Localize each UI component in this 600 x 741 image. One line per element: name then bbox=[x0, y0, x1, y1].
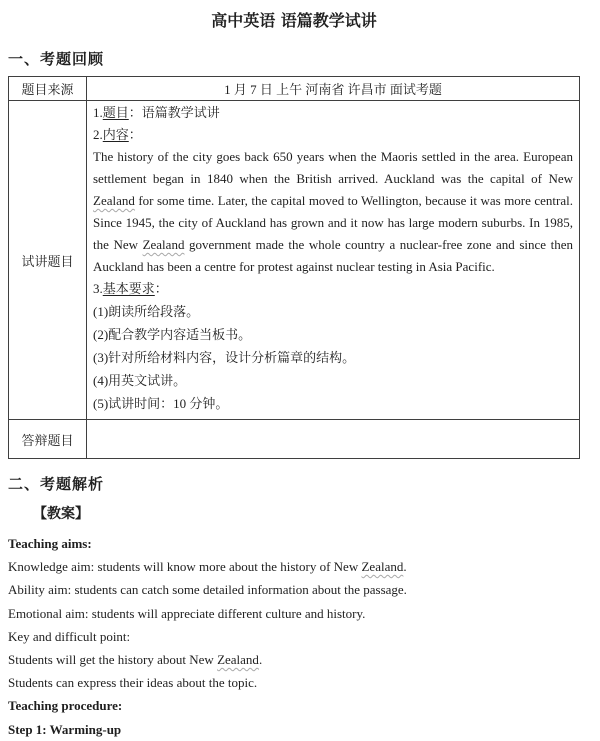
table-row-source bbox=[9, 77, 580, 101]
source-label: 题目来源 bbox=[9, 77, 87, 101]
item-keyword: 内容 bbox=[102, 127, 129, 142]
key-point-line: Key and difficult point: bbox=[8, 628, 131, 644]
requirement-item: (5)试讲时间：10 分钟。 bbox=[93, 396, 229, 411]
step1-heading: Step 1: Warming-up bbox=[8, 721, 122, 737]
item-number: 2. bbox=[93, 127, 103, 142]
misspelled-word: Zealand bbox=[142, 237, 185, 252]
misspelled-word: Zealand bbox=[93, 193, 135, 208]
requirement-item: (2)配合教学内容适当板书。 bbox=[93, 327, 252, 342]
requirement-item: (4)用英文试讲。 bbox=[93, 373, 187, 388]
key-point-detail-express: Students can express their ideas about the topic. bbox=[8, 675, 258, 691]
item-text: ：语篇教学试讲 bbox=[128, 105, 220, 120]
requirement-item: (3)针对所给材料内容，设计分析篇章的结构。 bbox=[93, 350, 356, 365]
knowledge-aim-line bbox=[8, 555, 580, 578]
defense-label: 答辩题目 bbox=[9, 420, 87, 459]
table-row-defense bbox=[9, 420, 580, 459]
item-text: ： bbox=[128, 127, 142, 142]
misspelled-word: Zealand bbox=[217, 652, 259, 668]
teaching-aims-heading: Teaching aims: bbox=[8, 536, 92, 551]
lecture-item-content bbox=[93, 124, 573, 146]
lecture-label: 试讲题目 bbox=[9, 101, 87, 420]
detail-text: Students will get the history about New bbox=[8, 652, 218, 668]
ability-aim-line: Ability aim: students can catch some detailed information about the passage. bbox=[8, 582, 407, 598]
aim-text: Knowledge aim: students will know more about the history of New bbox=[8, 559, 362, 575]
lecture-item-title bbox=[93, 102, 573, 124]
passage-paragraph bbox=[93, 146, 573, 278]
lecture-item-requirements bbox=[93, 278, 573, 300]
key-point-detail-history bbox=[8, 648, 580, 671]
section-heading-analysis: 二、考题解析 bbox=[8, 475, 105, 493]
source-value: 1 月 7 日 上午 河南省 许昌市 面试考题 bbox=[87, 77, 580, 101]
question-review-table bbox=[8, 76, 580, 459]
aim-text: . bbox=[403, 559, 407, 575]
emotional-aim-line: Emotional aim: students will appreciate different culture and history. bbox=[8, 605, 366, 621]
teaching-procedure-heading: Teaching procedure: bbox=[8, 698, 123, 714]
item-keyword: 题目 bbox=[102, 105, 129, 120]
passage-text: government made the whole country a nuclear-free zone and since then Auckland has been a centre for protest against nuclear testing in Asia Pacific. bbox=[93, 237, 573, 274]
detail-text: . bbox=[258, 652, 263, 668]
item-number: 3. bbox=[93, 281, 103, 296]
item-keyword: 基本要求 bbox=[102, 281, 155, 296]
table-row-lecture bbox=[9, 101, 580, 420]
section-heading-review: 一、考题回顾 bbox=[8, 50, 105, 68]
misspelled-word: Zealand bbox=[361, 559, 404, 575]
item-text: ： bbox=[154, 281, 168, 296]
lesson-plan bbox=[8, 532, 580, 741]
passage-text: The history of the city goes back 650 years when the Maoris settled in the area. European settlement began in 1840 when the British arrived. Auckland was the capital of New bbox=[93, 149, 573, 186]
lecture-content bbox=[87, 101, 580, 420]
defense-content-empty bbox=[87, 420, 580, 459]
requirement-item: (1)朗读所给段落。 bbox=[93, 304, 200, 319]
passage-text: for some time. Later, the capital moved to Wellington, because it was more central. Since 1945, the city of Auckland has grown and it now has large modern suburbs. In 1985, the New bbox=[93, 193, 573, 252]
lesson-plan-label: 【教案】 bbox=[33, 506, 89, 522]
page-title: 高中英语 语篇教学试讲 bbox=[211, 11, 377, 30]
item-number: 1. bbox=[93, 105, 103, 120]
